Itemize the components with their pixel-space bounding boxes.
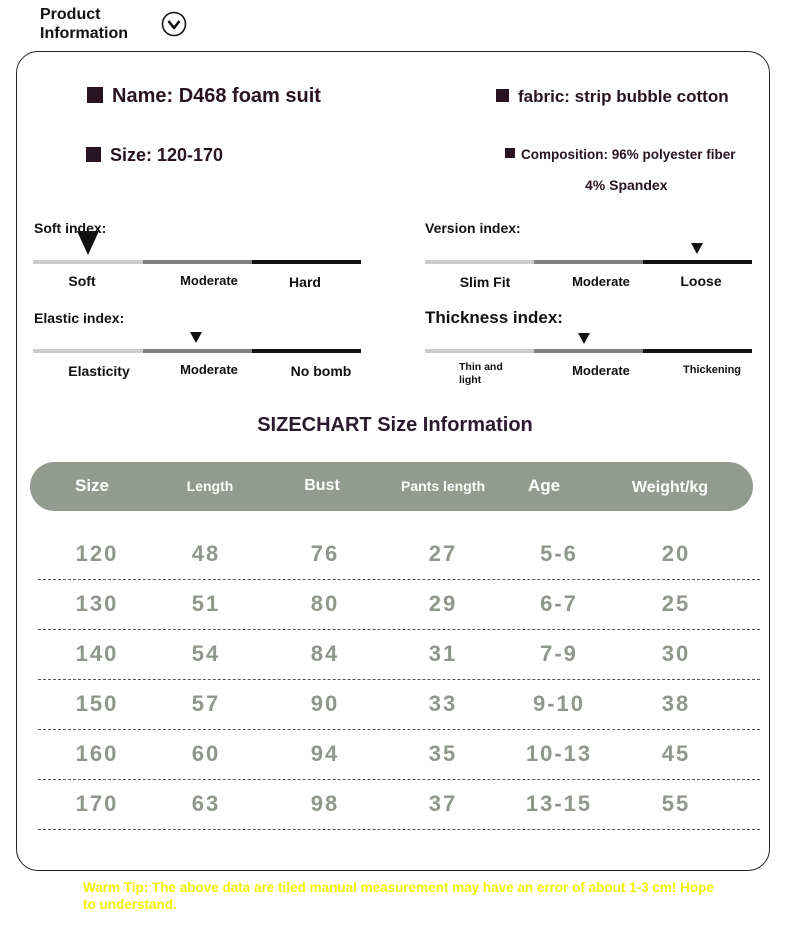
table-cell: 27: [428, 541, 458, 566]
elastic-index-bar-dark: [252, 349, 361, 353]
table-row: [38, 530, 760, 580]
table-row: [38, 730, 760, 780]
table-cell: 33: [428, 691, 458, 716]
spec-fabric-text: fabric: strip bubble cotton: [518, 87, 729, 106]
table-cell: 94: [310, 741, 340, 766]
table-cell: 29: [428, 591, 458, 616]
version-index-label-1: Slim Fit: [459, 274, 511, 290]
elastic-index-label-3: No bomb: [290, 363, 352, 379]
table-cell: 120: [75, 541, 119, 566]
product-information-title: Product Information: [40, 6, 128, 42]
table-cell: 51: [191, 591, 221, 616]
column-header-age: Age: [527, 476, 561, 495]
table-cell: 140: [75, 641, 119, 666]
spec-fabric: [496, 87, 729, 107]
row-divider: [38, 829, 760, 830]
table-row: [38, 680, 760, 730]
warm-tip: Warm Tip: The above data are tiled manual measurement may have an error of about 1-3 cm! Hope to understand.: [83, 880, 714, 912]
table-cell: 170: [75, 791, 119, 816]
elastic-index-label-1: Elasticity: [68, 363, 130, 379]
soft-index-label-1: Soft: [68, 273, 96, 289]
version-index-bar-dark: [643, 260, 752, 264]
bullet-square-icon: [505, 148, 515, 158]
table-cell: 25: [661, 591, 691, 616]
soft-index-bar-mid: [143, 260, 252, 264]
version-index-bar-mid: [534, 260, 643, 264]
spec-size-text: Size: 120-170: [110, 145, 224, 165]
version-index-label-2: Moderate: [572, 274, 630, 289]
column-header-pants-length: Pants length: [400, 478, 485, 494]
elastic-index-bar-light: [33, 349, 143, 353]
size-chart-title: SIZECHART Size Information: [257, 414, 533, 436]
table-cell: 76: [310, 541, 340, 566]
thickness-index-label-3: Thickening: [682, 364, 742, 376]
bullet-square-icon: [86, 147, 101, 162]
table-cell: 90: [310, 691, 340, 716]
table-cell: 7-9: [540, 641, 578, 666]
table-cell: 5-6: [540, 541, 578, 566]
table-cell: 6-7: [540, 591, 578, 616]
table-cell: 84: [310, 641, 340, 666]
thickness-index-title: Thickness index:: [425, 308, 563, 327]
column-header-size: Size: [74, 476, 110, 495]
table-cell: 10-13: [525, 741, 593, 766]
spec-name-text: Name: D468 foam suit: [112, 85, 321, 107]
table-row: [38, 580, 760, 630]
table-cell: 45: [661, 741, 691, 766]
version-index-bar-light: [425, 260, 535, 264]
column-header-bust: Bust: [304, 477, 340, 494]
table-row: [38, 780, 760, 830]
column-header-weight: Weight/kg: [631, 479, 709, 496]
spec-composition-text: Composition: 96% polyester fiber: [521, 147, 736, 162]
table-cell: 31: [428, 641, 458, 666]
size-table-header: [30, 462, 753, 511]
table-cell: 48: [191, 541, 221, 566]
thickness-index-marker-icon: [578, 333, 590, 344]
soft-index-label-3: Hard: [289, 274, 321, 290]
expand-chevron-icon[interactable]: [161, 11, 187, 37]
table-cell: 80: [310, 591, 340, 616]
table-cell: 9-10: [532, 691, 586, 716]
bullet-square-icon: [87, 87, 103, 103]
table-cell: 35: [428, 741, 458, 766]
thickness-index-bar-mid: [534, 349, 643, 353]
thickness-index-bar-dark: [643, 349, 752, 353]
table-cell: 63: [191, 791, 221, 816]
table-cell: 20: [661, 541, 691, 566]
elastic-index-title: Elastic index:: [34, 310, 125, 326]
elastic-index-bar-mid: [143, 349, 252, 353]
table-cell: 30: [661, 641, 691, 666]
soft-index-label-2: Moderate: [180, 273, 238, 288]
column-header-length: Length: [186, 478, 234, 494]
soft-index-title: Soft index:: [34, 220, 107, 236]
table-cell: 160: [75, 741, 119, 766]
soft-index-marker-icon: [77, 231, 99, 255]
soft-index-bar-dark: [252, 260, 361, 264]
table-row: [38, 630, 760, 680]
spec-composition: [505, 147, 736, 162]
table-cell: 37: [428, 791, 458, 816]
bullet-square-icon: [496, 89, 509, 102]
thickness-index-label-1: Thin and light: [459, 361, 503, 386]
spec-composition-2: 4% Spandex: [585, 177, 668, 193]
elastic-index-marker-icon: [190, 332, 202, 343]
table-cell: 13-15: [525, 791, 593, 816]
thickness-index-bar-light: [425, 349, 535, 353]
table-cell: 98: [310, 791, 340, 816]
table-cell: 38: [661, 691, 691, 716]
table-cell: 55: [661, 791, 691, 816]
table-cell: 60: [191, 741, 221, 766]
table-cell: 57: [191, 691, 221, 716]
soft-index-bar-light: [33, 260, 143, 264]
version-index-marker-icon: [691, 243, 703, 254]
spec-size: [86, 145, 223, 166]
elastic-index-label-2: Moderate: [180, 362, 238, 377]
table-cell: 150: [75, 691, 119, 716]
version-index-title: Version index:: [425, 220, 521, 236]
table-cell: 130: [75, 591, 119, 616]
thickness-index-label-2: Moderate: [572, 363, 630, 378]
table-cell: 54: [191, 641, 221, 666]
version-index-label-3: Loose: [680, 273, 722, 289]
spec-name: [87, 85, 321, 108]
